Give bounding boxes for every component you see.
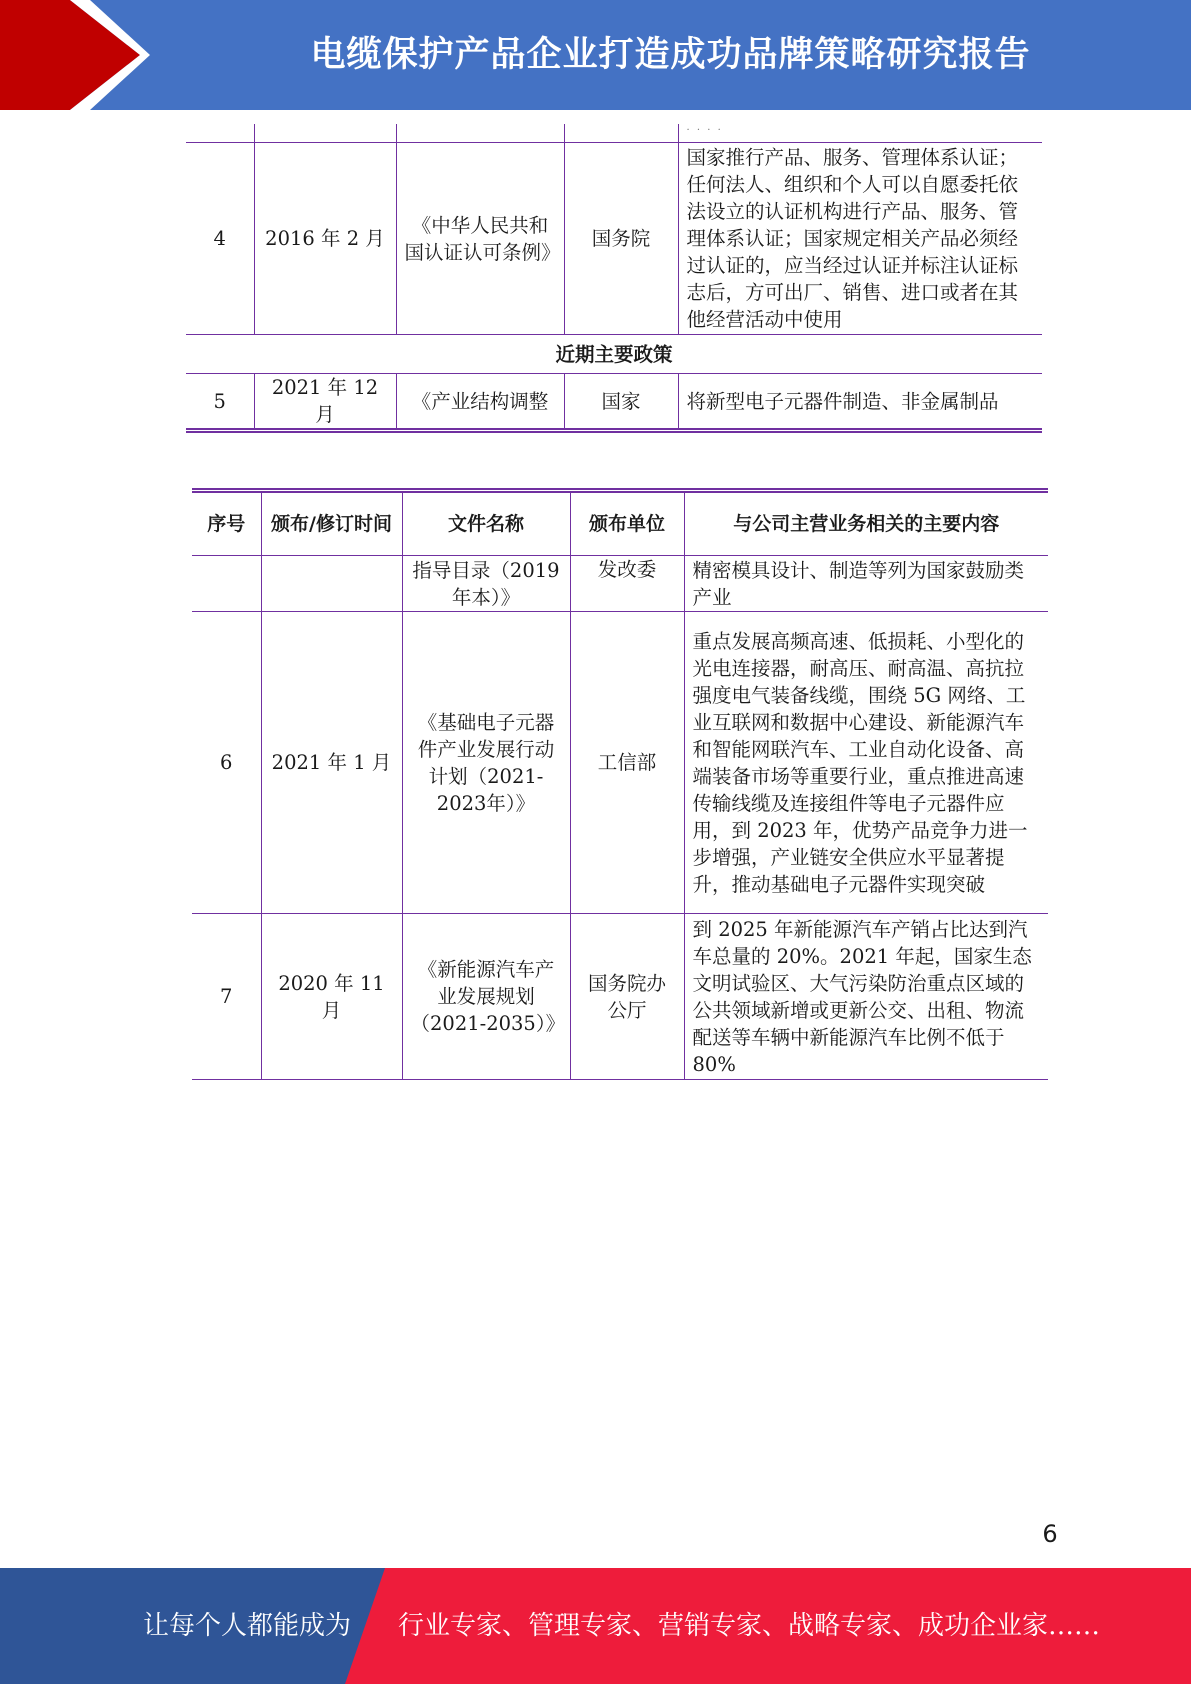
header-red-chevron [0, 0, 140, 110]
table-row [192, 914, 1048, 1080]
policy-table-part2 [192, 488, 1048, 1080]
section-header-row [186, 335, 1042, 374]
header-content: 与公司主营业务相关的主要内容 [684, 491, 1048, 556]
page-footer [0, 1568, 1191, 1684]
row-document: 《产业结构调整 [396, 374, 564, 431]
row-document: 《新能源汽车产业发展规划（2021-2035）》 [402, 914, 570, 1080]
footer-slogan-left: 让每个人都能成为 [143, 1611, 352, 1641]
row-issuer: 国务院办公厅 [570, 914, 684, 1080]
table-row [186, 374, 1042, 431]
header-issuer: 颁布单位 [570, 491, 684, 556]
row-issuer: 国务院 [564, 143, 678, 335]
row-index: 6 [192, 612, 261, 914]
row-date: 2021 年 12 月 [254, 374, 396, 431]
header-index: 序号 [192, 491, 261, 556]
report-title: 电缆保护产品企业打造成功品牌策略研究报告 [310, 35, 1031, 75]
row-date: 2021 年 1 月 [261, 612, 402, 914]
row-index: 7 [192, 914, 261, 1080]
header-document: 文件名称 [402, 491, 570, 556]
row-index: 5 [186, 374, 254, 431]
row-date: 2016 年 2 月 [254, 143, 396, 335]
table-row [192, 612, 1048, 914]
row-issuer: 工信部 [570, 612, 684, 914]
row-document: 《中华人民共和国认证认可条例》 [396, 143, 564, 335]
page-number: 6 [1042, 1520, 1058, 1548]
table-header-row [192, 491, 1048, 556]
row-document: 《基础电子元器件产业发展行动计划（2021-2023年）》 [402, 612, 570, 914]
row-content: 重点发展高频高速、低损耗、小型化的光电连接器，耐高压、耐高温、高抗拉强度电气装备线缆，围绕 5G 网络、工业互联网和数据中心建设、新能源汽车和智能网联汽车、工业自动化设备、高端装备市场等重要行业，重点推进高速传输线缆及连接组件等电子元器件应用，到 2023 年，优势产品竞争力进一步增强，产业链安全供应水平显著提升，推动基础电子元器件实现突破 [684, 612, 1048, 914]
section-title: 近期主要政策 [186, 335, 1042, 374]
row-content: 到 2025 年新能源汽车产销占比达到汽车总量的 20%。2021 年起，国家生态文明试验区、大气污染防治重点区域的公共领域新增或更新公交、出租、物流配送等车辆中新能源汽车比例不低于 80% [684, 914, 1048, 1080]
page-header [0, 0, 1191, 110]
row-content: 将新型电子元器件制造、非金属制品 [678, 374, 1042, 431]
row-date [261, 556, 402, 612]
row-index [192, 556, 261, 612]
table-row-stub [186, 124, 1042, 143]
row-date: 2020 年 11 月 [261, 914, 402, 1080]
row-issuer: 国家 [564, 374, 678, 431]
header-date: 颁布/修订时间 [261, 491, 402, 556]
policy-table-part1 [186, 124, 1042, 433]
row-content: 国家推行产品、服务、管理体系认证；任何法人、组织和个人可以自愿委托依法设立的认证机构进行产品、服务、管理体系认证；国家规定相关产品必须经过认证的，应当经过认证并标注认证标志后，方可出厂、销售、进口或者在其他经营活动中使用 [678, 143, 1042, 335]
table-row [186, 143, 1042, 335]
row-issuer: 发改委 [570, 556, 684, 612]
table-row [192, 556, 1048, 612]
row-content: 精密模具设计、制造等列为国家鼓励类产业 [684, 556, 1048, 612]
row-index: 4 [186, 143, 254, 335]
stub-ellipsis: · · · · [678, 124, 1042, 143]
row-document: 指导目录（2019年本）》 [402, 556, 570, 612]
footer-slogan-right: 行业专家、管理专家、营销专家、战略专家、成功企业家…… [398, 1611, 1101, 1641]
